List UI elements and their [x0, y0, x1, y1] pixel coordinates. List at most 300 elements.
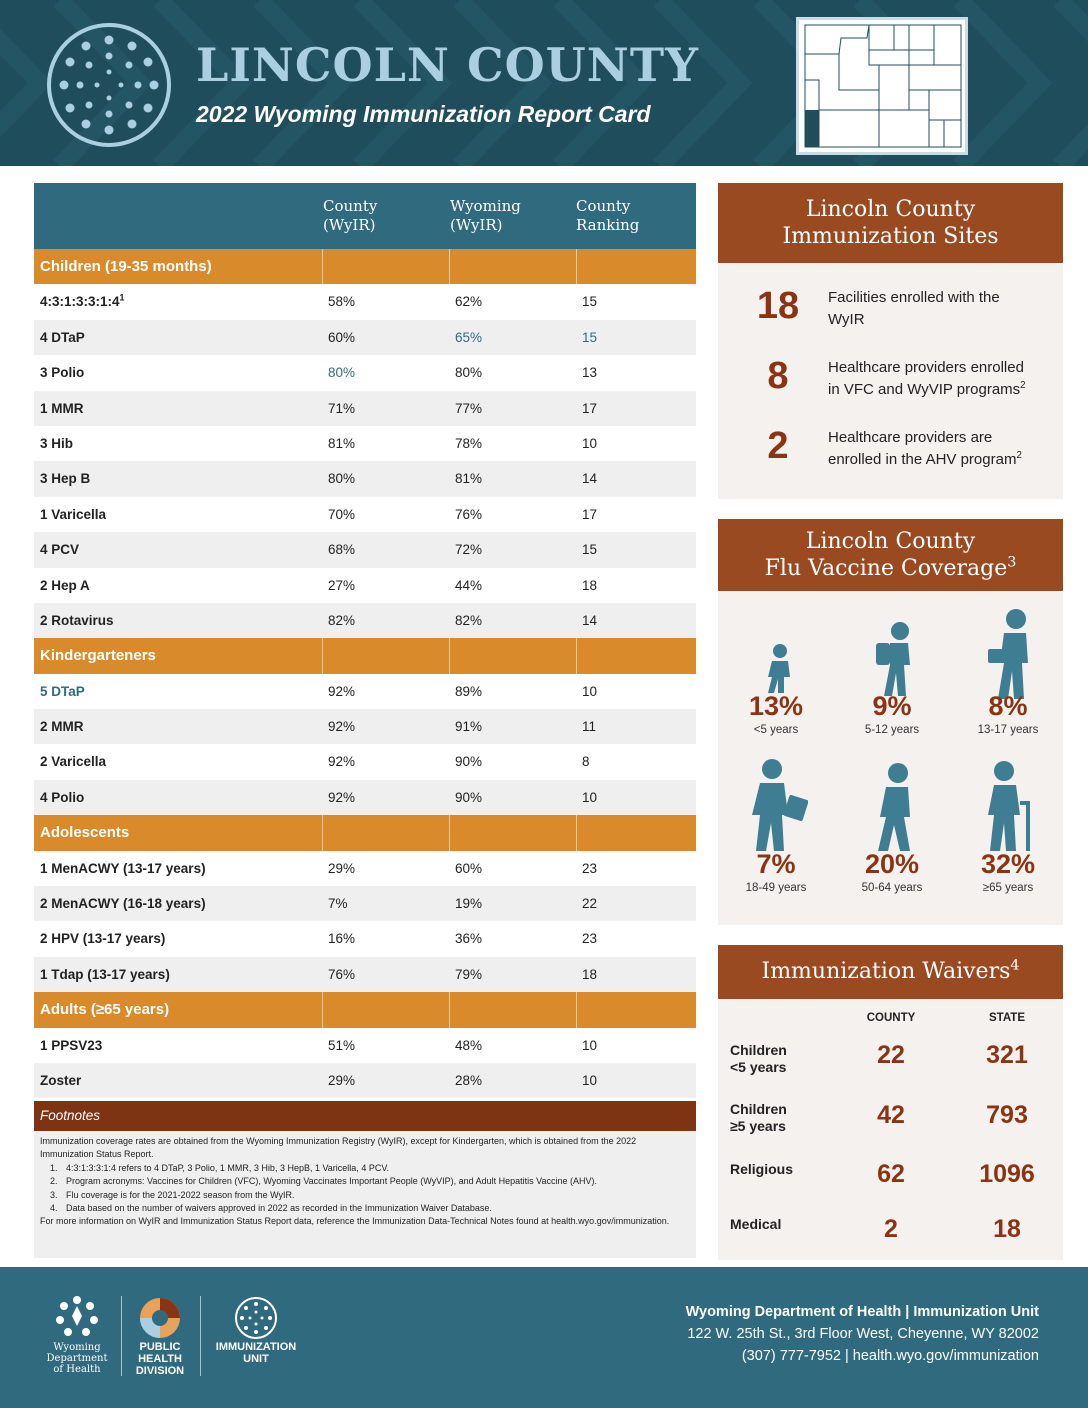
footnotes-body — [34, 1131, 696, 1258]
county-value-text: 71% — [328, 400, 356, 416]
county-rank — [582, 497, 597, 532]
row-label-text: 2 MenACWY (16-18 years) — [40, 896, 206, 912]
county-value-text: 92% — [328, 683, 356, 699]
county-rank — [582, 355, 597, 390]
site-count-facilities: 18 — [756, 285, 800, 327]
section-divider — [449, 815, 450, 850]
page-header — [0, 0, 1088, 166]
row-label — [40, 744, 106, 779]
site-desc-line: Healthcare providers enrolled — [828, 359, 1024, 376]
county-rank — [582, 320, 597, 355]
waiver-state-value: 793 — [986, 1101, 1028, 1129]
row-label-text: 2 Rotavirus — [40, 612, 114, 628]
footnote-number: 1. — [50, 1162, 58, 1173]
col-header-ranking — [576, 197, 639, 235]
row-label-text: 4 DTaP — [40, 329, 85, 345]
section-divider — [576, 992, 577, 1027]
flu-group-5-12 — [842, 691, 942, 736]
wyoming-value — [455, 886, 482, 921]
table-row — [34, 426, 696, 461]
table-row — [34, 603, 696, 638]
site-desc-line: in VFC and WyVIP programs — [828, 381, 1021, 398]
county-value — [328, 603, 355, 638]
waiver-label-line: ≥5 years — [730, 1118, 786, 1134]
county-value-text: 80% — [328, 471, 356, 487]
county-value — [328, 957, 355, 992]
section-divider — [576, 638, 577, 673]
flu-percent: 9% — [872, 691, 912, 721]
wyoming-value-text: 80% — [455, 365, 483, 381]
table-row — [34, 1028, 696, 1063]
row-label — [40, 391, 84, 426]
county-rank — [582, 1028, 597, 1063]
row-label — [40, 532, 79, 567]
footer-divider — [200, 1296, 201, 1376]
sites-panel-title — [718, 183, 1063, 263]
site-desc-facilities — [828, 287, 1000, 331]
logo-text-line: Wyoming — [53, 1342, 101, 1353]
row-label — [40, 709, 84, 744]
county-rank-text: 14 — [582, 612, 598, 628]
section-header — [34, 249, 696, 284]
footnote-item — [40, 1175, 690, 1188]
county-rank — [582, 461, 597, 496]
section-divider — [576, 815, 577, 850]
flu-group-under5 — [726, 691, 826, 736]
waiver-label-line: Children — [730, 1101, 787, 1117]
sites-title-line2: Immunization Sites — [782, 224, 999, 249]
county-value — [328, 532, 355, 567]
wyoming-value — [455, 320, 482, 355]
logo-text-line: DIVISION — [135, 1365, 185, 1377]
row-label — [40, 284, 124, 319]
footnote-ref: 2 — [1020, 380, 1026, 391]
row-label — [40, 886, 206, 921]
county-value-text: 80% — [328, 365, 356, 381]
waivers-col-county: COUNTY — [866, 1012, 916, 1024]
wyoming-county-map — [796, 17, 968, 155]
row-label-text: 4 PCV — [40, 542, 80, 558]
waiver-county-value: 42 — [877, 1101, 905, 1129]
teen-icon — [986, 609, 1036, 699]
waiver-label-line: Medical — [730, 1216, 782, 1232]
flu-group-13-17 — [958, 691, 1058, 736]
logo-text-line: PUBLIC — [139, 1341, 181, 1353]
row-label — [40, 921, 165, 956]
senior-cane-icon — [984, 761, 1038, 851]
wyoming-value — [455, 1028, 482, 1063]
sites-panel-body — [718, 263, 1063, 499]
row-label-text: 3 Polio — [40, 365, 85, 381]
table-row — [34, 497, 696, 532]
county-rank-text: 22 — [582, 896, 598, 912]
middle-age-icon — [866, 763, 922, 851]
col-header-ranking-l2: Ranking — [576, 216, 640, 234]
wyoming-value — [455, 532, 482, 567]
table-row — [34, 461, 696, 496]
waiver-county-value: 22 — [877, 1041, 905, 1069]
wyoming-value — [455, 851, 482, 886]
section-divider — [576, 249, 577, 284]
table-row — [34, 284, 696, 319]
site-desc-vfc — [828, 357, 1026, 401]
immunization-unit-logo-text — [210, 1341, 302, 1365]
row-label — [40, 1028, 102, 1063]
footnote-ref: 3 — [1007, 554, 1017, 571]
county-rank-text: 8 — [582, 754, 590, 770]
county-value-text: 29% — [328, 860, 356, 876]
wyoming-value — [455, 780, 482, 815]
waiver-county-value: 62 — [877, 1160, 905, 1188]
flu-age: <5 years — [753, 724, 799, 736]
flu-group-50-64 — [842, 849, 942, 894]
site-count-ahv: 2 — [767, 425, 789, 467]
waiver-row-label — [730, 1216, 781, 1233]
section-title: Children (19-35 months) — [40, 258, 212, 275]
county-rank — [582, 957, 597, 992]
section-header — [34, 638, 696, 673]
county-rank — [582, 780, 597, 815]
wyoming-value-text: 65% — [455, 329, 483, 345]
table-row — [34, 709, 696, 744]
flu-percent: 8% — [988, 691, 1028, 721]
county-value — [328, 497, 355, 532]
flu-age: 13-17 years — [977, 724, 1039, 736]
col-header-wyoming — [450, 197, 521, 235]
county-rank-text: 10 — [582, 1072, 598, 1088]
table-header — [34, 183, 696, 249]
flu-percent: 7% — [756, 849, 796, 879]
wyoming-value-text: 89% — [455, 683, 483, 699]
row-label — [40, 355, 84, 390]
section-divider — [449, 249, 450, 284]
county-value — [328, 461, 355, 496]
flu-group-18-49 — [726, 849, 826, 894]
wyoming-value — [455, 497, 482, 532]
table-row — [34, 851, 696, 886]
section-title: Kindergarteners — [40, 647, 156, 665]
wyoming-value-text: 76% — [455, 506, 483, 522]
section-divider — [322, 638, 323, 673]
county-value-text: 92% — [328, 789, 356, 805]
county-rank — [582, 709, 596, 744]
footnote-item — [40, 1189, 690, 1202]
col-header-county-l1: County — [323, 197, 378, 215]
col-header-wyoming-l2: (WyIR) — [450, 216, 503, 234]
county-value — [328, 709, 355, 744]
county-rank — [582, 921, 597, 956]
wyoming-value — [455, 284, 482, 319]
table-row — [34, 355, 696, 390]
footnote-item — [40, 1202, 690, 1215]
wyoming-value-text: 90% — [455, 754, 483, 770]
row-label — [40, 497, 106, 532]
wyoming-value — [455, 355, 482, 390]
waiver-state-value: 18 — [993, 1215, 1021, 1243]
county-rank-text: 15 — [582, 294, 598, 310]
county-rank-text: 13 — [582, 365, 598, 381]
wyoming-value-text: 62% — [455, 294, 483, 310]
table-row — [34, 957, 696, 992]
flu-percent: 32% — [980, 849, 1036, 879]
section-divider — [449, 992, 450, 1027]
county-value-text: 92% — [328, 754, 356, 770]
site-desc-line: Healthcare providers are — [828, 429, 993, 446]
county-value-text: 68% — [328, 542, 356, 558]
row-label-text: 4:3:1:3:3:1:4 — [40, 294, 120, 310]
site-desc-line: WyIR — [828, 311, 865, 328]
waivers-col-state: STATE — [989, 1012, 1025, 1024]
table-row — [34, 532, 696, 567]
row-label-text: 1 PPSV23 — [40, 1037, 103, 1053]
wyoming-value — [455, 744, 482, 779]
waiver-state-value: 1096 — [979, 1160, 1035, 1188]
county-rank — [582, 744, 590, 779]
footnote-number: 3. — [50, 1189, 58, 1200]
wyoming-value-text: 78% — [455, 435, 483, 451]
table-row — [34, 780, 696, 815]
county-rank — [582, 1063, 597, 1098]
wyoming-value-text: 90% — [455, 789, 483, 805]
flu-age: ≥65 years — [982, 882, 1034, 894]
waivers-panel-title — [718, 945, 1063, 999]
row-label — [40, 957, 170, 992]
wyoming-value-text: 60% — [455, 860, 483, 876]
section-divider — [322, 992, 323, 1027]
county-value — [328, 391, 355, 426]
county-value — [328, 780, 355, 815]
county-rank-text: 10 — [582, 683, 598, 699]
col-header-wyoming-l1: Wyoming — [450, 197, 521, 215]
county-value-text: 16% — [328, 931, 356, 947]
row-label — [40, 603, 114, 638]
col-header-ranking-l1: County — [576, 197, 631, 215]
row-label-text: 3 Hep B — [40, 471, 91, 487]
wyoming-value-text: 82% — [455, 612, 483, 628]
county-value — [328, 568, 355, 603]
section-divider — [322, 249, 323, 284]
waivers-panel-body — [718, 999, 1063, 1260]
county-rank-text: 23 — [582, 860, 598, 876]
row-label — [40, 461, 90, 496]
immunization-unit-logo-icon — [234, 1296, 278, 1340]
waiver-label-line: Children — [730, 1042, 787, 1058]
lincoln-county-highlight — [805, 110, 819, 147]
footnote-text: 4:3:1:3:3:1:4 refers to 4 DTaP, 3 Polio, 1 MMR, 3 Hib, 3 HepB, 1 Varicella, 4 PCV. — [66, 1162, 389, 1173]
footnote-number: 4. — [50, 1203, 58, 1214]
county-value-text: 7% — [328, 896, 348, 912]
county-value — [328, 1063, 355, 1098]
waiver-row-label — [730, 1042, 787, 1076]
county-value — [328, 921, 355, 956]
row-label-text: 4 Polio — [40, 789, 85, 805]
wyoming-value-text: 28% — [455, 1072, 483, 1088]
row-label-text: Zoster — [40, 1072, 82, 1088]
wyoming-value — [455, 674, 482, 709]
wyoming-value-text: 72% — [455, 542, 483, 558]
table-body — [34, 249, 696, 1098]
table-row — [34, 674, 696, 709]
table-row — [34, 391, 696, 426]
county-value-text: 70% — [328, 506, 356, 522]
waiver-state-value: 321 — [986, 1041, 1028, 1069]
row-label-text: 5 DTaP — [40, 683, 85, 699]
section-title: Adults (≥65 years) — [40, 1001, 170, 1019]
county-value — [328, 426, 355, 461]
flu-panel-body — [718, 591, 1063, 925]
table-row — [34, 568, 696, 603]
col-header-county — [323, 197, 377, 235]
footnote-intro: Immunization coverage rates are obtained from the Wyoming Immunization Registry (WyIR), except for Kindergarten, which is obtained from the 2022 Immunization Status Report. — [40, 1136, 637, 1160]
county-value — [328, 1028, 355, 1063]
wyoming-value-text: 19% — [455, 896, 483, 912]
flu-age: 5-12 years — [864, 724, 920, 736]
county-value — [328, 320, 355, 355]
row-label-text: 2 HPV (13-17 years) — [40, 931, 166, 947]
immunization-table — [34, 183, 696, 1098]
public-health-logo-icon — [138, 1296, 182, 1340]
logo-text-line: HEALTH — [138, 1353, 182, 1365]
table-row — [34, 744, 696, 779]
flu-percent: 13% — [748, 691, 804, 721]
row-label — [40, 568, 90, 603]
county-rank — [582, 851, 597, 886]
site-desc-ahv — [828, 427, 1022, 471]
row-label-text: 1 Varicella — [40, 506, 107, 522]
county-rank-text: 10 — [582, 435, 598, 451]
county-rank-text: 18 — [582, 966, 598, 982]
row-label-text: 3 Hib — [40, 435, 74, 451]
waiver-row-label — [730, 1101, 787, 1135]
waivers-title: Immunization Waivers — [761, 959, 1011, 984]
wdh-logo-icon — [52, 1294, 102, 1340]
section-title: Adolescents — [40, 824, 130, 842]
county-rank-text: 10 — [582, 789, 598, 805]
footer-divider — [121, 1296, 122, 1376]
row-label — [40, 426, 73, 461]
county-rank — [582, 568, 597, 603]
flu-title-line1: Lincoln County — [805, 529, 976, 554]
waiver-county-value: 2 — [884, 1215, 898, 1243]
flu-percent: 20% — [864, 849, 920, 879]
county-rank-text: 15 — [582, 542, 598, 558]
county-value-text: 92% — [328, 719, 356, 735]
footnote-outro: For more information on WyIR and Immunization Status Report data, reference the Immunization Data-Technical Notes found at health.wyo.gov/immunization. — [40, 1216, 670, 1227]
wyoming-value-text: 91% — [455, 719, 483, 735]
table-row — [34, 1063, 696, 1098]
county-rank-text: 11 — [582, 719, 597, 735]
county-rank-text: 17 — [582, 506, 598, 522]
wdh-logo-text — [40, 1342, 114, 1375]
county-value — [328, 851, 355, 886]
county-rank — [582, 391, 597, 426]
col-header-county-l2: (WyIR) — [323, 216, 376, 234]
table-row — [34, 921, 696, 956]
toddler-icon — [760, 643, 796, 693]
flu-panel-title — [718, 519, 1063, 591]
row-label — [40, 320, 85, 355]
county-rank — [582, 603, 597, 638]
section-divider — [322, 815, 323, 850]
footnote-ref: 4 — [1010, 957, 1020, 974]
row-label — [40, 851, 206, 886]
footnotes-title: Footnotes — [34, 1101, 696, 1131]
county-rank-text: 23 — [582, 931, 598, 947]
county-value-text: 60% — [328, 329, 356, 345]
row-label-text: 2 Varicella — [40, 754, 107, 770]
row-label-text: 2 Hep A — [40, 577, 90, 593]
adult-briefcase-icon — [742, 759, 808, 851]
wyoming-value — [455, 709, 482, 744]
logo-text-line: UNIT — [243, 1353, 269, 1365]
footnote-ref: 2 — [1016, 450, 1022, 461]
footnote-text: Program acronyms: Vaccines for Children (VFC), Wyoming Vaccinates Important People (WyVIP), and Adult Hepatitis Vaccine (AHV). — [66, 1176, 598, 1187]
county-value-text: 27% — [328, 577, 356, 593]
page-subtitle: 2022 Wyoming Immunization Report Card — [196, 101, 651, 127]
sites-title-line1: Lincoln County — [805, 197, 976, 222]
wyoming-value-text: 48% — [455, 1037, 483, 1053]
wyoming-value — [455, 461, 482, 496]
footnote-text: Data based on the number of waivers approved in 2022 as recorded in the Immunization Waiver Database. — [66, 1203, 492, 1214]
site-desc-line: Facilities enrolled with the — [828, 289, 1000, 306]
footer-contact: (307) 777-7952 | health.wyo.gov/immunization — [741, 1348, 1039, 1364]
wyoming-value-text: 79% — [455, 966, 483, 982]
county-rank — [582, 532, 597, 567]
row-label — [40, 1063, 81, 1098]
flu-group-65plus — [958, 849, 1058, 894]
waiver-row-label — [730, 1161, 793, 1178]
footer-org: Wyoming Department of Health | Immunization Unit — [685, 1304, 1039, 1320]
site-desc-line: enrolled in the AHV program — [828, 451, 1017, 468]
footnote-number: 2. — [50, 1176, 58, 1187]
footnote-text: Flu coverage is for the 2021-2022 season from the WyIR. — [66, 1189, 295, 1200]
county-value-text: 76% — [328, 966, 356, 982]
county-rank-text: 18 — [582, 577, 598, 593]
wyoming-value — [455, 391, 482, 426]
waiver-label-line: <5 years — [730, 1059, 787, 1075]
wyoming-value-text: 77% — [455, 400, 483, 416]
county-rank — [582, 886, 597, 921]
county-value-text: 81% — [328, 435, 356, 451]
county-rank-text: 15 — [582, 329, 598, 345]
county-map-icon — [799, 20, 965, 152]
site-count-vfc: 8 — [767, 355, 789, 397]
county-value — [328, 744, 355, 779]
footnote-ref: 1 — [119, 292, 125, 303]
county-value — [328, 674, 355, 709]
county-value-text: 82% — [328, 612, 356, 628]
wyoming-value — [455, 603, 482, 638]
logo-text-line: of Health — [53, 1364, 101, 1375]
row-label-text: 1 MenACWY (13-17 years) — [40, 860, 206, 876]
county-rank — [582, 426, 597, 461]
county-rank-text: 14 — [582, 471, 598, 487]
row-label-text: 2 MMR — [40, 719, 84, 735]
flu-title-line2: Flu Vaccine Coverage — [764, 556, 1008, 581]
wyoming-value-text: 44% — [455, 577, 483, 593]
county-value — [328, 355, 355, 390]
section-header — [34, 815, 696, 850]
wyoming-value — [455, 426, 482, 461]
table-row — [34, 320, 696, 355]
footnote-item — [40, 1162, 690, 1175]
row-label-text: 1 MMR — [40, 400, 84, 416]
wyoming-value-text: 81% — [455, 471, 483, 487]
waiver-label-line: Religious — [730, 1161, 794, 1177]
child-backpack-icon — [872, 621, 918, 696]
immunization-logo-icon — [44, 20, 174, 150]
county-value — [328, 284, 355, 319]
